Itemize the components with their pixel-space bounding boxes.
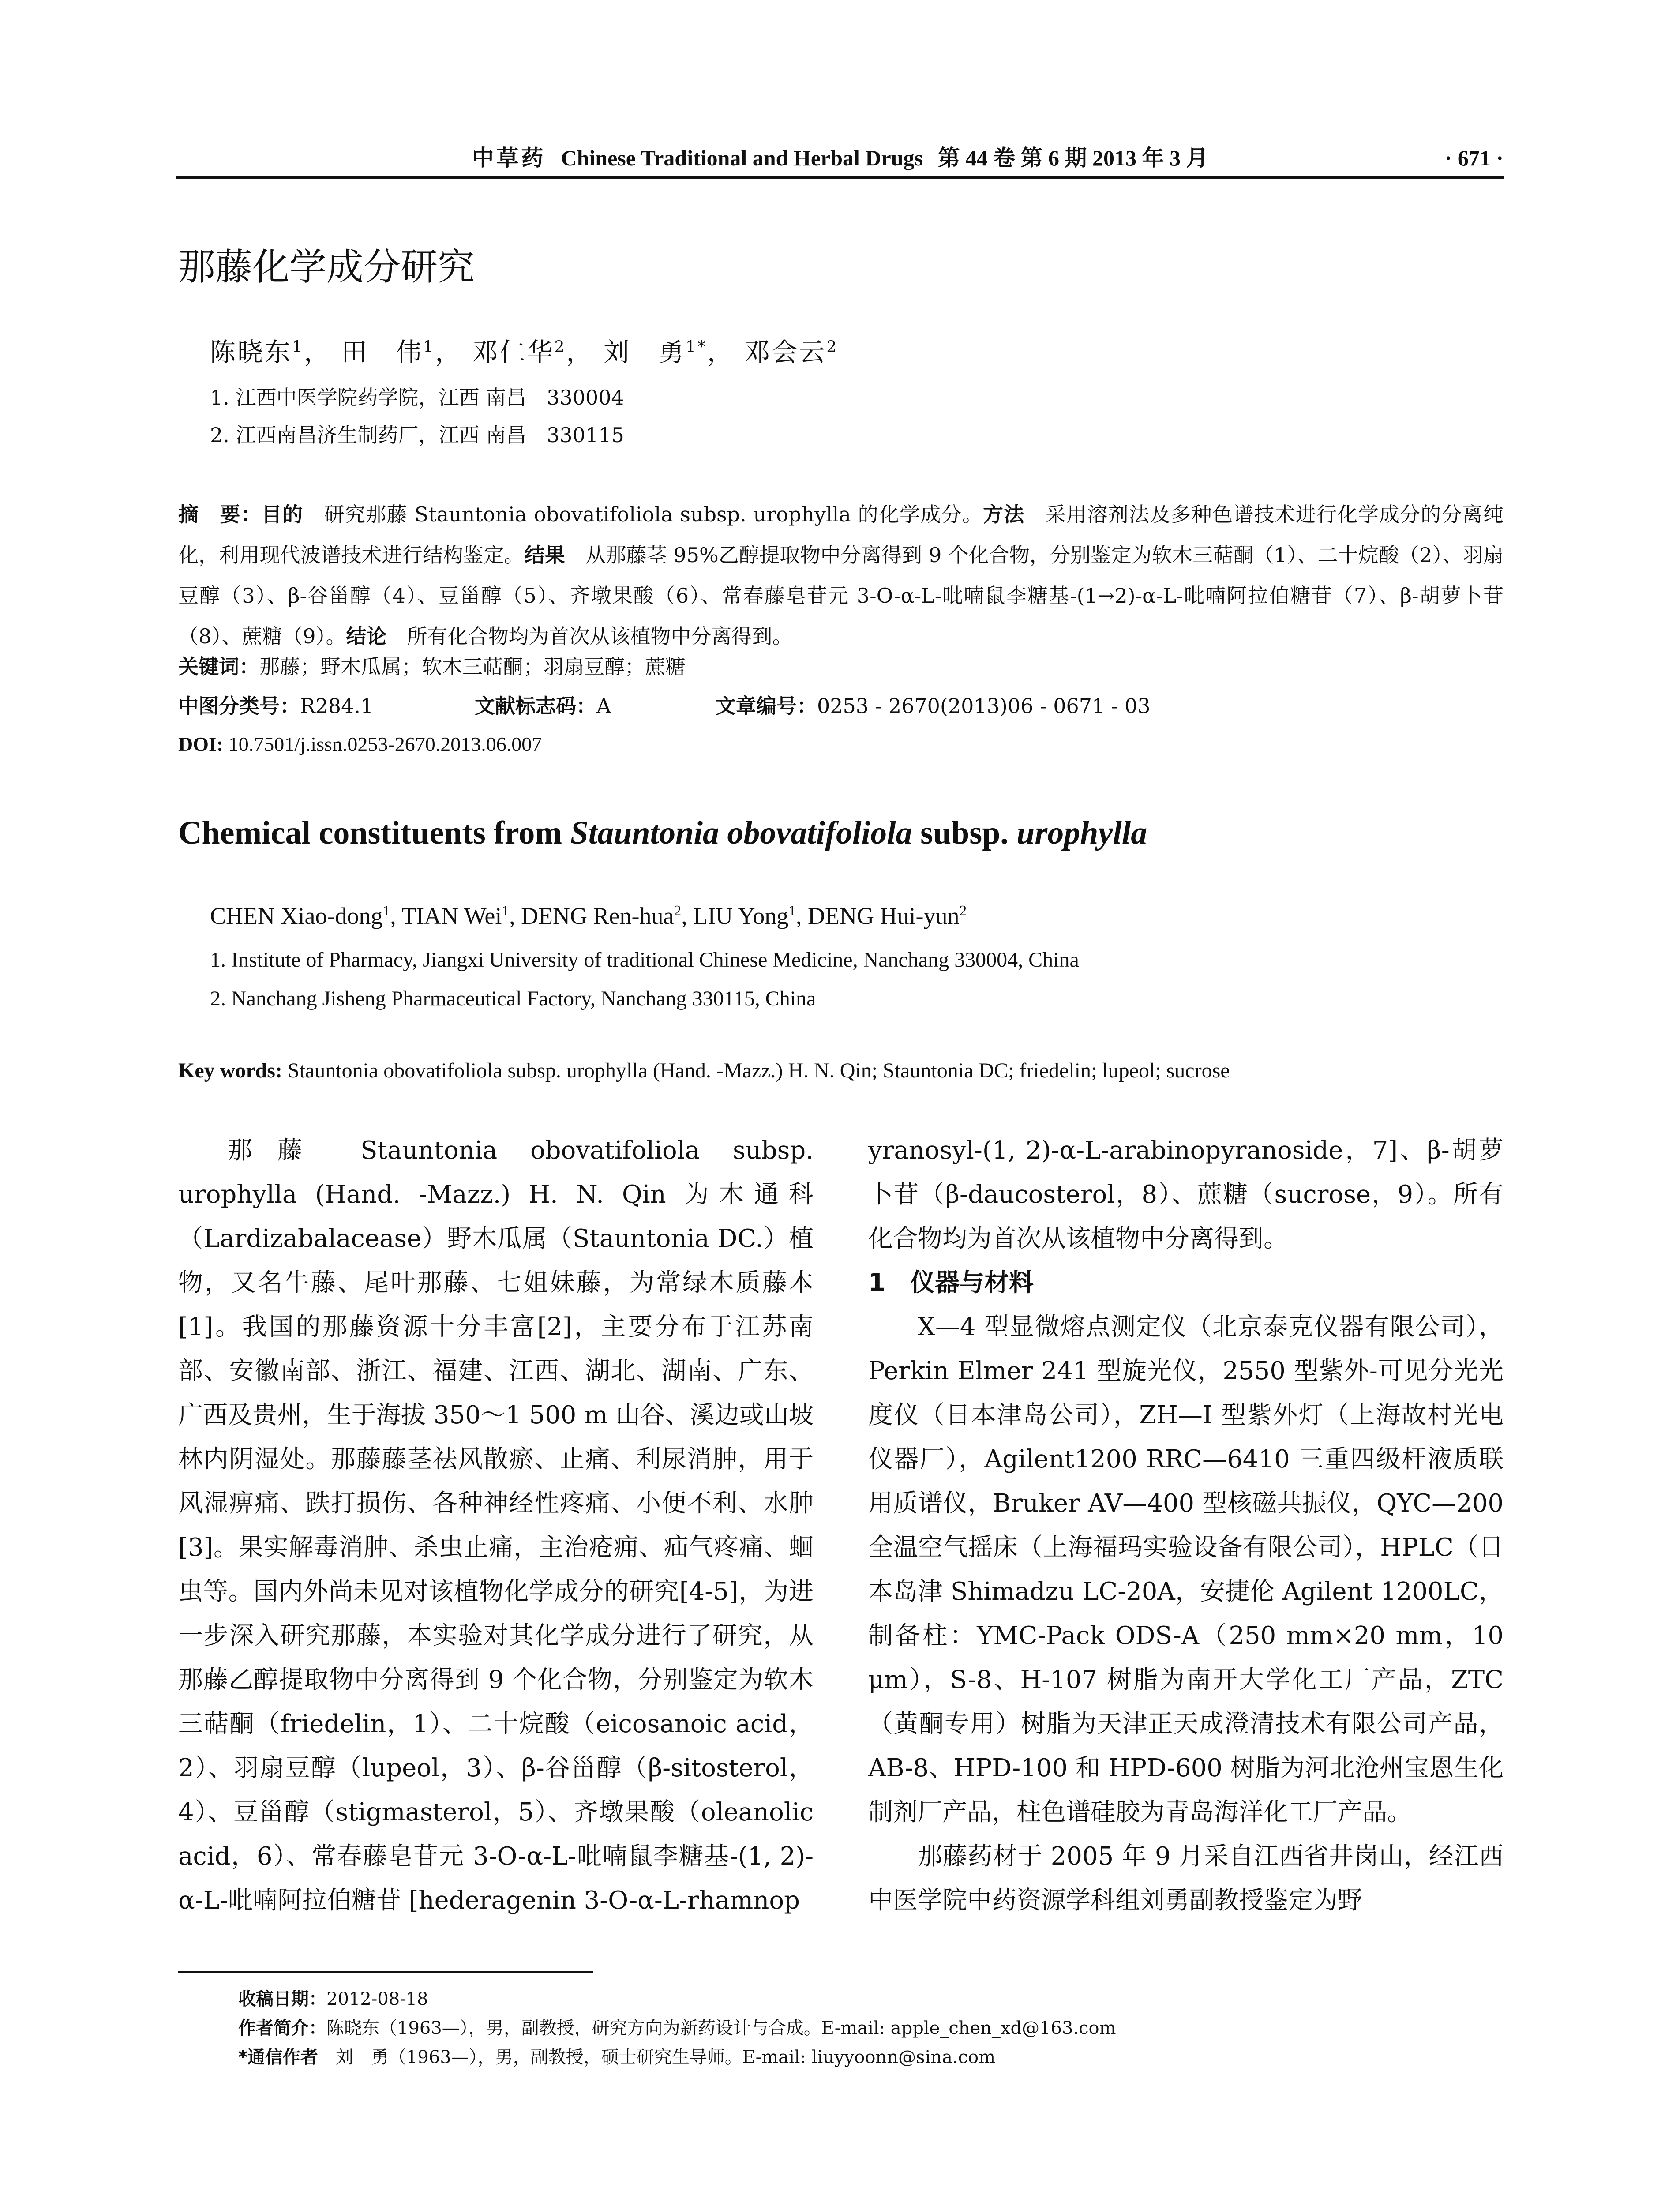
author-affiliation-mark: 1 xyxy=(502,903,510,919)
author-name: CHEN Xiao-dong xyxy=(210,903,383,929)
journal-issue: 第 44 卷 第 6 期 2013 年 3 月 xyxy=(938,146,1208,170)
conclusion-label: 结论 xyxy=(346,624,387,648)
author-bio: 陈晓东（1963—），男，副教授，研究方向为新药设计与合成。E-mail: apple_chen_xd@163.com xyxy=(326,2018,1116,2038)
result-label: 结果 xyxy=(524,543,565,567)
doi-line xyxy=(178,729,542,760)
keywords-label: 关键词： xyxy=(178,655,259,679)
abstract-label: 摘 要： xyxy=(178,503,262,526)
author-list-en: CHEN Xiao-dong$^1$, TIAN Wei$^1$, DENG Ren-hua$^2$, LIU Yong$^1$, DENG Hui-yun$^2$ xyxy=(210,903,967,929)
doi-value: 10.7501/j.issn.0253-2670.2013.06.007 xyxy=(228,733,542,755)
title-species: Stauntonia obovatifoliola xyxy=(570,815,912,851)
author-name: 邓仁华 xyxy=(472,337,555,367)
author-affiliation-mark: 2 xyxy=(826,338,839,356)
author-affiliation-mark: 2 xyxy=(674,903,682,919)
intro-paragraph: 那藤 Stauntonia obovatifoliola subsp. urophylla (Hand. -Mazz.) H. N. Qin 为木通科（Lardizabalacease）野木瓜属（Stauntonia DC.）植物，又名牛藤、尾叶那藤、七姐妹藤，为常绿木质藤本[1]。我国的那藤资源十分丰富[2]，主要分布于江苏南部、安徽南部、浙江、福建、江西、湖北、湖南、广东、广西及贵州，生于海拔 350～1 500 m 山谷、溪边或山坡林内阴湿处。那藤藤茎祛风散瘀、止痛、利尿消肿，用于风湿痹痛、跌打损伤、各种神经性疼痛、小便不利、水肿[3]。果实解毒消肿、杀虫止痛，主治疮痈、疝气疼痛、蛔虫等。国内外尚未见对该植物化学成分的研究[4-5]，为进一步深入研究那藤，本实验对其化学成分进行了研究，从那藤乙醇提取物中分离得到 9 个化合物，分别鉴定为软木三萜酮（friedelin，1）、二十烷酸（eicosanoic acid，2）、羽扇豆醇（lupeol，3）、β-谷甾醇（β-sitosterol，4）、豆甾醇（stigmasterol，5）、齐墩果酸（oleanolic acid，6）、常春藤皂苷元 3-O-α-L-吡喃鼠李糖基-(1, 2)-α-L-吡喃阿拉伯糖苷 [hederagenin 3-O-α-L-rhamnop xyxy=(178,1136,814,1915)
article-no-value: 0253 - 2670(2013)06 - 0671 - 03 xyxy=(817,694,1151,718)
section-heading: 1 仪器与材料 xyxy=(868,1268,1034,1297)
author-name: DENG Ren-hua xyxy=(521,903,674,929)
author-affiliation-mark: 1 xyxy=(788,903,796,919)
doc-code-value: A xyxy=(596,694,611,718)
author-name: 邓会云 xyxy=(744,337,827,367)
doc-code-label: 文献标志码： xyxy=(475,694,596,718)
received-date: 2012-08-18 xyxy=(326,1989,428,2009)
author-affiliation-mark: 2 xyxy=(554,338,566,356)
keywords-text: 那藤；野木瓜属；软木三萜酮；羽扇豆醇；蔗糖 xyxy=(259,655,686,679)
journal-name-en: Chinese Traditional and Herbal Drugs xyxy=(561,146,923,170)
keywords-en-text: Stauntonia obovatifoliola subsp. urophylla (Hand. -Mazz.) H. N. Qin; Stauntonia DC; friedelin; lupeol; sucrose xyxy=(287,1059,1230,1082)
objective-label: 目的 xyxy=(261,503,304,526)
footnote-received xyxy=(238,1985,428,2013)
body-column-right xyxy=(868,1129,1504,1923)
title-prefix: Chemical constituents from xyxy=(178,815,570,851)
clc-value: R284.1 xyxy=(300,694,374,718)
title-subspecies: urophylla xyxy=(1016,815,1148,851)
method-label: 方法 xyxy=(983,503,1025,526)
doc-code-field xyxy=(475,690,611,721)
author-affiliation-mark: 1 xyxy=(292,338,304,356)
doi-label: DOI: xyxy=(178,733,224,755)
affiliation-en-1: 1. Institute of Pharmacy, Jiangxi University of traditional Chinese Medicine, Nanchang 330004, China xyxy=(210,948,1079,972)
author-name: LIU Yong xyxy=(693,903,789,929)
author-name: 田 伟 xyxy=(341,337,424,367)
affiliation-en-2: 2. Nanchang Jisheng Pharmaceutical Factory, Nanchang 330115, China xyxy=(210,987,816,1010)
author-name: 刘 勇 xyxy=(603,337,686,367)
received-label: 收稿日期： xyxy=(238,1989,326,2009)
materials-paragraph: 那藤药材于 2005 年 9 月采自江西省井岗山，经江西中医学院中药资源学科组刘勇副教授鉴定为野 xyxy=(868,1842,1504,1915)
affiliation-cn-2: 2. 江西南昌济生制药厂，江西 南昌 330115 xyxy=(210,423,624,447)
author-bio-label: 作者简介： xyxy=(238,2018,326,2038)
abstract-cn xyxy=(178,494,1504,657)
objective-text: 研究那藤 Stauntonia obovatifoliola subsp. urophylla 的化学成分。 xyxy=(324,503,983,526)
author-affiliation-mark: 2 xyxy=(959,903,967,919)
keywords-cn xyxy=(178,651,686,682)
keywords-en-label: Key words: xyxy=(178,1059,282,1082)
journal-line xyxy=(176,140,1504,176)
author-name: DENG Hui-yun xyxy=(808,903,960,929)
instruments-paragraph: X—4 型显微熔点测定仪（北京泰克仪器有限公司），Perkin Elmer 241 型旋光仪，2550 型紫外-可见分光光度仪（日本津岛公司），ZH—I 型紫外灯（上海故村光电仪器厂），Agilent1200 RRC—6410 三重四级杆液质联用质谱仪，Bruker AV—400 型核磁共振仪，QYC—200 全温空气摇床（上海福玛实验设备有限公司），HPLC（日本岛津 Shimadzu LC-20A，安捷伦 Agilent 1200LC，制备柱：YMC-Pack ODS-A（250 mm×20 mm，10 μm），S-8、H-107 树脂为南开大学化工厂产品，ZTC（黄酮专用）树脂为天津正天成澄清技术有限公司产品，AB-8、HPD-100 和 HPD-600 树脂为河北沧州宝恩生化制剂厂产品，柱色谱硅胶为青岛海洋化工厂产品。 xyxy=(868,1313,1504,1827)
result-text: 从那藤茎 95%乙醇提取物中分离得到 9 个化合物，分别鉴定为软木三萜酮（1）、二十烷酸（2）、羽扇豆醇（3）、β-谷甾醇（4）、豆甾醇（5）、齐墩果酸（6）、常春藤皂苷元 3-O-α-L-吡喃鼠李糖基-(1→2)-α-L-吡喃阿拉伯糖苷（7）、β-胡萝卜苷（8）、蔗糖（9）。 xyxy=(178,543,1504,648)
article-no-label: 文章编号： xyxy=(716,694,817,718)
method-text: 采用溶剂法及多种色谱技术进行化学成分的分离纯化，利用现代波谱技术进行结构鉴定。 xyxy=(178,503,1504,567)
article-no-field xyxy=(716,690,1151,721)
affiliation-cn-1: 1. 江西中医学院药学院，江西 南昌 330004 xyxy=(210,386,624,409)
title-mid: subsp. xyxy=(912,815,1017,851)
page-number: · 671 · xyxy=(1444,146,1504,170)
corresponding-label: *通信作者 xyxy=(238,2047,318,2067)
journal-name-cn: 中草药 xyxy=(472,145,546,171)
author-affiliation-mark: 1 xyxy=(382,903,390,919)
author-name: 陈晓东 xyxy=(210,337,292,367)
footnote-corresponding xyxy=(238,2044,995,2071)
clc-label: 中图分类号： xyxy=(178,694,300,718)
article-title-en xyxy=(178,811,1147,855)
body-column-left xyxy=(178,1129,814,1923)
keywords-en xyxy=(178,1055,1230,1086)
intro-paragraph-continued: yranosyl-(1, 2)-α-L-arabinopyranoside，7]、β-胡萝卜苷（β-daucosterol，8）、蔗糖（sucrose，9）。所有化合物均为首次从该植物中分离得到。 xyxy=(868,1136,1504,1253)
author-affiliation-mark: 1 xyxy=(423,338,435,356)
footnote-author xyxy=(238,2015,1116,2042)
author-name: TIAN Wei xyxy=(401,903,502,929)
footnote-rule xyxy=(178,1971,593,1973)
corresponding-author: 刘 勇（1963—），男，副教授，硕士研究生导师。E-mail: liuyyoonn@sina.com xyxy=(335,2047,996,2067)
clc-field xyxy=(178,690,373,721)
article-title-cn: 那藤化学成分研究 xyxy=(178,245,475,289)
conclusion-text: 所有化合物均为首次从该植物中分离得到。 xyxy=(407,624,793,648)
author-affiliation-mark: 1* xyxy=(686,338,707,356)
author-list-cn: 陈晓东$^1$， 田 伟$^1$， 邓仁华$^2$， 刘 勇$^{1*}$， 邓会云$^2$ xyxy=(210,337,839,367)
running-header xyxy=(176,140,1504,179)
